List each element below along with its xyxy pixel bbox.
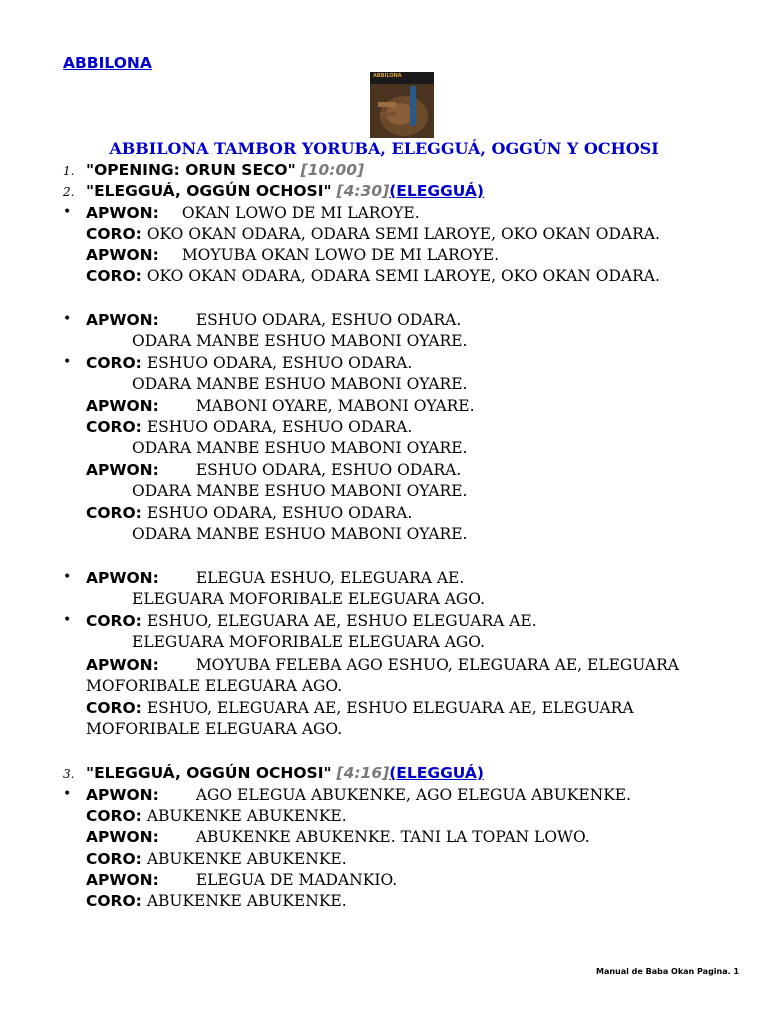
lyric-line: ODARA MANBE ESHUO MABONI OYARE.	[132, 525, 468, 543]
lyric-line	[86, 870, 397, 890]
line-text: ESHUO, ELEGUARA AE, ESHUO ELEGUARA AE.	[146, 612, 537, 630]
bullet: •	[63, 354, 72, 370]
lyric-line	[86, 224, 660, 244]
bullet: •	[63, 612, 72, 628]
line-label: CORO:	[86, 807, 142, 825]
album-cover-image	[370, 72, 434, 138]
line-text: AGO ELEGUA ABUKENKE, AGO ELEGUA ABUKENKE.	[195, 786, 632, 804]
line-text: MOYUBA OKAN LOWO DE MI LAROYE.	[181, 246, 500, 264]
line-label: CORO:	[86, 354, 142, 372]
lyric-line	[86, 698, 634, 718]
track-title: "ELEGGUÁ, OGGÚN OCHOSI"	[86, 764, 332, 782]
lyric-line	[86, 655, 679, 675]
lyric-line: ODARA MANBE ESHUO MABONI OYARE.	[132, 482, 468, 500]
track-duration: [10:00]	[300, 161, 365, 179]
lyric-line	[86, 266, 660, 286]
track-row	[86, 160, 364, 180]
line-text: ESHUO ODARA, ESHUO ODARA.	[195, 311, 462, 329]
page-footer: Manual de Baba Okan Pagina. 1	[596, 967, 740, 976]
line-label: CORO:	[86, 504, 142, 522]
track-number: 2.	[63, 185, 75, 199]
lyric-line	[86, 785, 631, 805]
lyric-line: ODARA MANBE ESHUO MABONI OYARE.	[132, 439, 468, 457]
lyric-line: ELEGUARA MOFORIBALE ELEGUARA AGO.	[132, 590, 486, 608]
lyric-line	[86, 417, 412, 437]
lyric-line: MOFORIBALE ELEGUARA AGO.	[86, 720, 343, 738]
album-cover-art	[370, 72, 434, 138]
line-text: OKO OKAN ODARA, ODARA SEMI LAROYE, OKO OKAN ODARA.	[146, 225, 660, 243]
lyric-line: MOFORIBALE ELEGUARA AGO.	[86, 677, 343, 695]
line-text: ABUKENKE ABUKENKE. TANI LA TOPAN LOWO.	[195, 828, 590, 846]
line-text: ABUKENKE ABUKENKE.	[146, 892, 347, 910]
line-text: ESHUO ODARA, ESHUO ODARA.	[146, 504, 413, 522]
track-duration: [4:16]	[336, 764, 390, 782]
lyric-line: ODARA MANBE ESHUO MABONI OYARE.	[132, 332, 468, 350]
lyric-line	[86, 568, 464, 588]
line-label: CORO:	[86, 225, 142, 243]
line-label: CORO:	[86, 850, 142, 868]
bullet: •	[63, 311, 72, 327]
line-text: MABONI OYARE, MABONI OYARE.	[195, 397, 475, 415]
bullet: •	[63, 569, 72, 585]
bullet: •	[63, 204, 72, 220]
abbilona-link[interactable]: ABBILONA	[63, 54, 152, 72]
lyric-line	[86, 310, 461, 330]
lyric-line	[86, 503, 412, 523]
line-text: ABUKENKE ABUKENKE.	[146, 807, 347, 825]
line-text: ABUKENKE ABUKENKE.	[146, 850, 347, 868]
line-label: APWON:	[86, 204, 159, 222]
track-duration: [4:30]	[336, 182, 390, 200]
line-text: OKAN LOWO DE MI LAROYE.	[181, 204, 420, 222]
line-label: APWON:	[86, 311, 159, 329]
line-label: APWON:	[86, 461, 159, 479]
lyric-line	[86, 353, 412, 373]
line-text: ELEGUA DE MADANKIO.	[195, 871, 398, 889]
line-label: CORO:	[86, 699, 142, 717]
line-label: APWON:	[86, 246, 159, 264]
track-number: 3.	[63, 767, 75, 781]
track-title: "OPENING: ORUN SECO"	[86, 161, 296, 179]
lyric-line	[86, 891, 347, 911]
lyric-line	[86, 245, 499, 265]
lyric-line: ELEGUARA MOFORIBALE ELEGUARA AGO.	[132, 633, 486, 651]
line-text: OKO OKAN ODARA, ODARA SEMI LAROYE, OKO OKAN ODARA.	[146, 267, 660, 285]
line-text: ESHUO, ELEGUARA AE, ESHUO ELEGUARA AE, ELEGUARA	[146, 699, 634, 717]
line-text: ESHUO ODARA, ESHUO ODARA.	[195, 461, 462, 479]
line-label: CORO:	[86, 418, 142, 436]
line-label: CORO:	[86, 892, 142, 910]
line-text: MOYUBA FELEBA AGO ESHUO, ELEGUARA AE, ELEGUARA	[195, 656, 679, 674]
lyric-line	[86, 611, 537, 631]
line-text: ESHUO ODARA, ESHUO ODARA.	[146, 418, 413, 436]
lyric-line	[86, 827, 590, 847]
lyric-line	[86, 849, 347, 869]
track-title: "ELEGGUÁ, OGGÚN OCHOSI"	[86, 182, 332, 200]
lyric-line	[86, 203, 420, 223]
lyric-line	[86, 396, 475, 416]
page-title: ABBILONA TAMBOR YORUBA, ELEGGUÁ, OGGÚN Y OCHOSI	[109, 139, 659, 158]
album-cover-label: ABBILONA	[373, 73, 402, 79]
line-label: CORO:	[86, 612, 142, 630]
line-label: APWON:	[86, 871, 159, 889]
line-label: APWON:	[86, 828, 159, 846]
line-text: ELEGUA ESHUO, ELEGUARA AE.	[195, 569, 465, 587]
track-number: 1.	[63, 164, 75, 178]
bullet: •	[63, 786, 72, 802]
lyric-line: ODARA MANBE ESHUO MABONI OYARE.	[132, 375, 468, 393]
track-row	[86, 763, 484, 783]
line-label: APWON:	[86, 397, 159, 415]
lyric-line	[86, 460, 461, 480]
track-link[interactable]: (ELEGGUÁ)	[389, 764, 484, 782]
line-label: APWON:	[86, 786, 159, 804]
line-text: ESHUO ODARA, ESHUO ODARA.	[146, 354, 413, 372]
line-label: APWON:	[86, 656, 159, 674]
line-label: APWON:	[86, 569, 159, 587]
track-link[interactable]: (ELEGGUÁ)	[389, 182, 484, 200]
lyric-line	[86, 806, 347, 826]
track-row	[86, 181, 484, 201]
line-label: CORO:	[86, 267, 142, 285]
